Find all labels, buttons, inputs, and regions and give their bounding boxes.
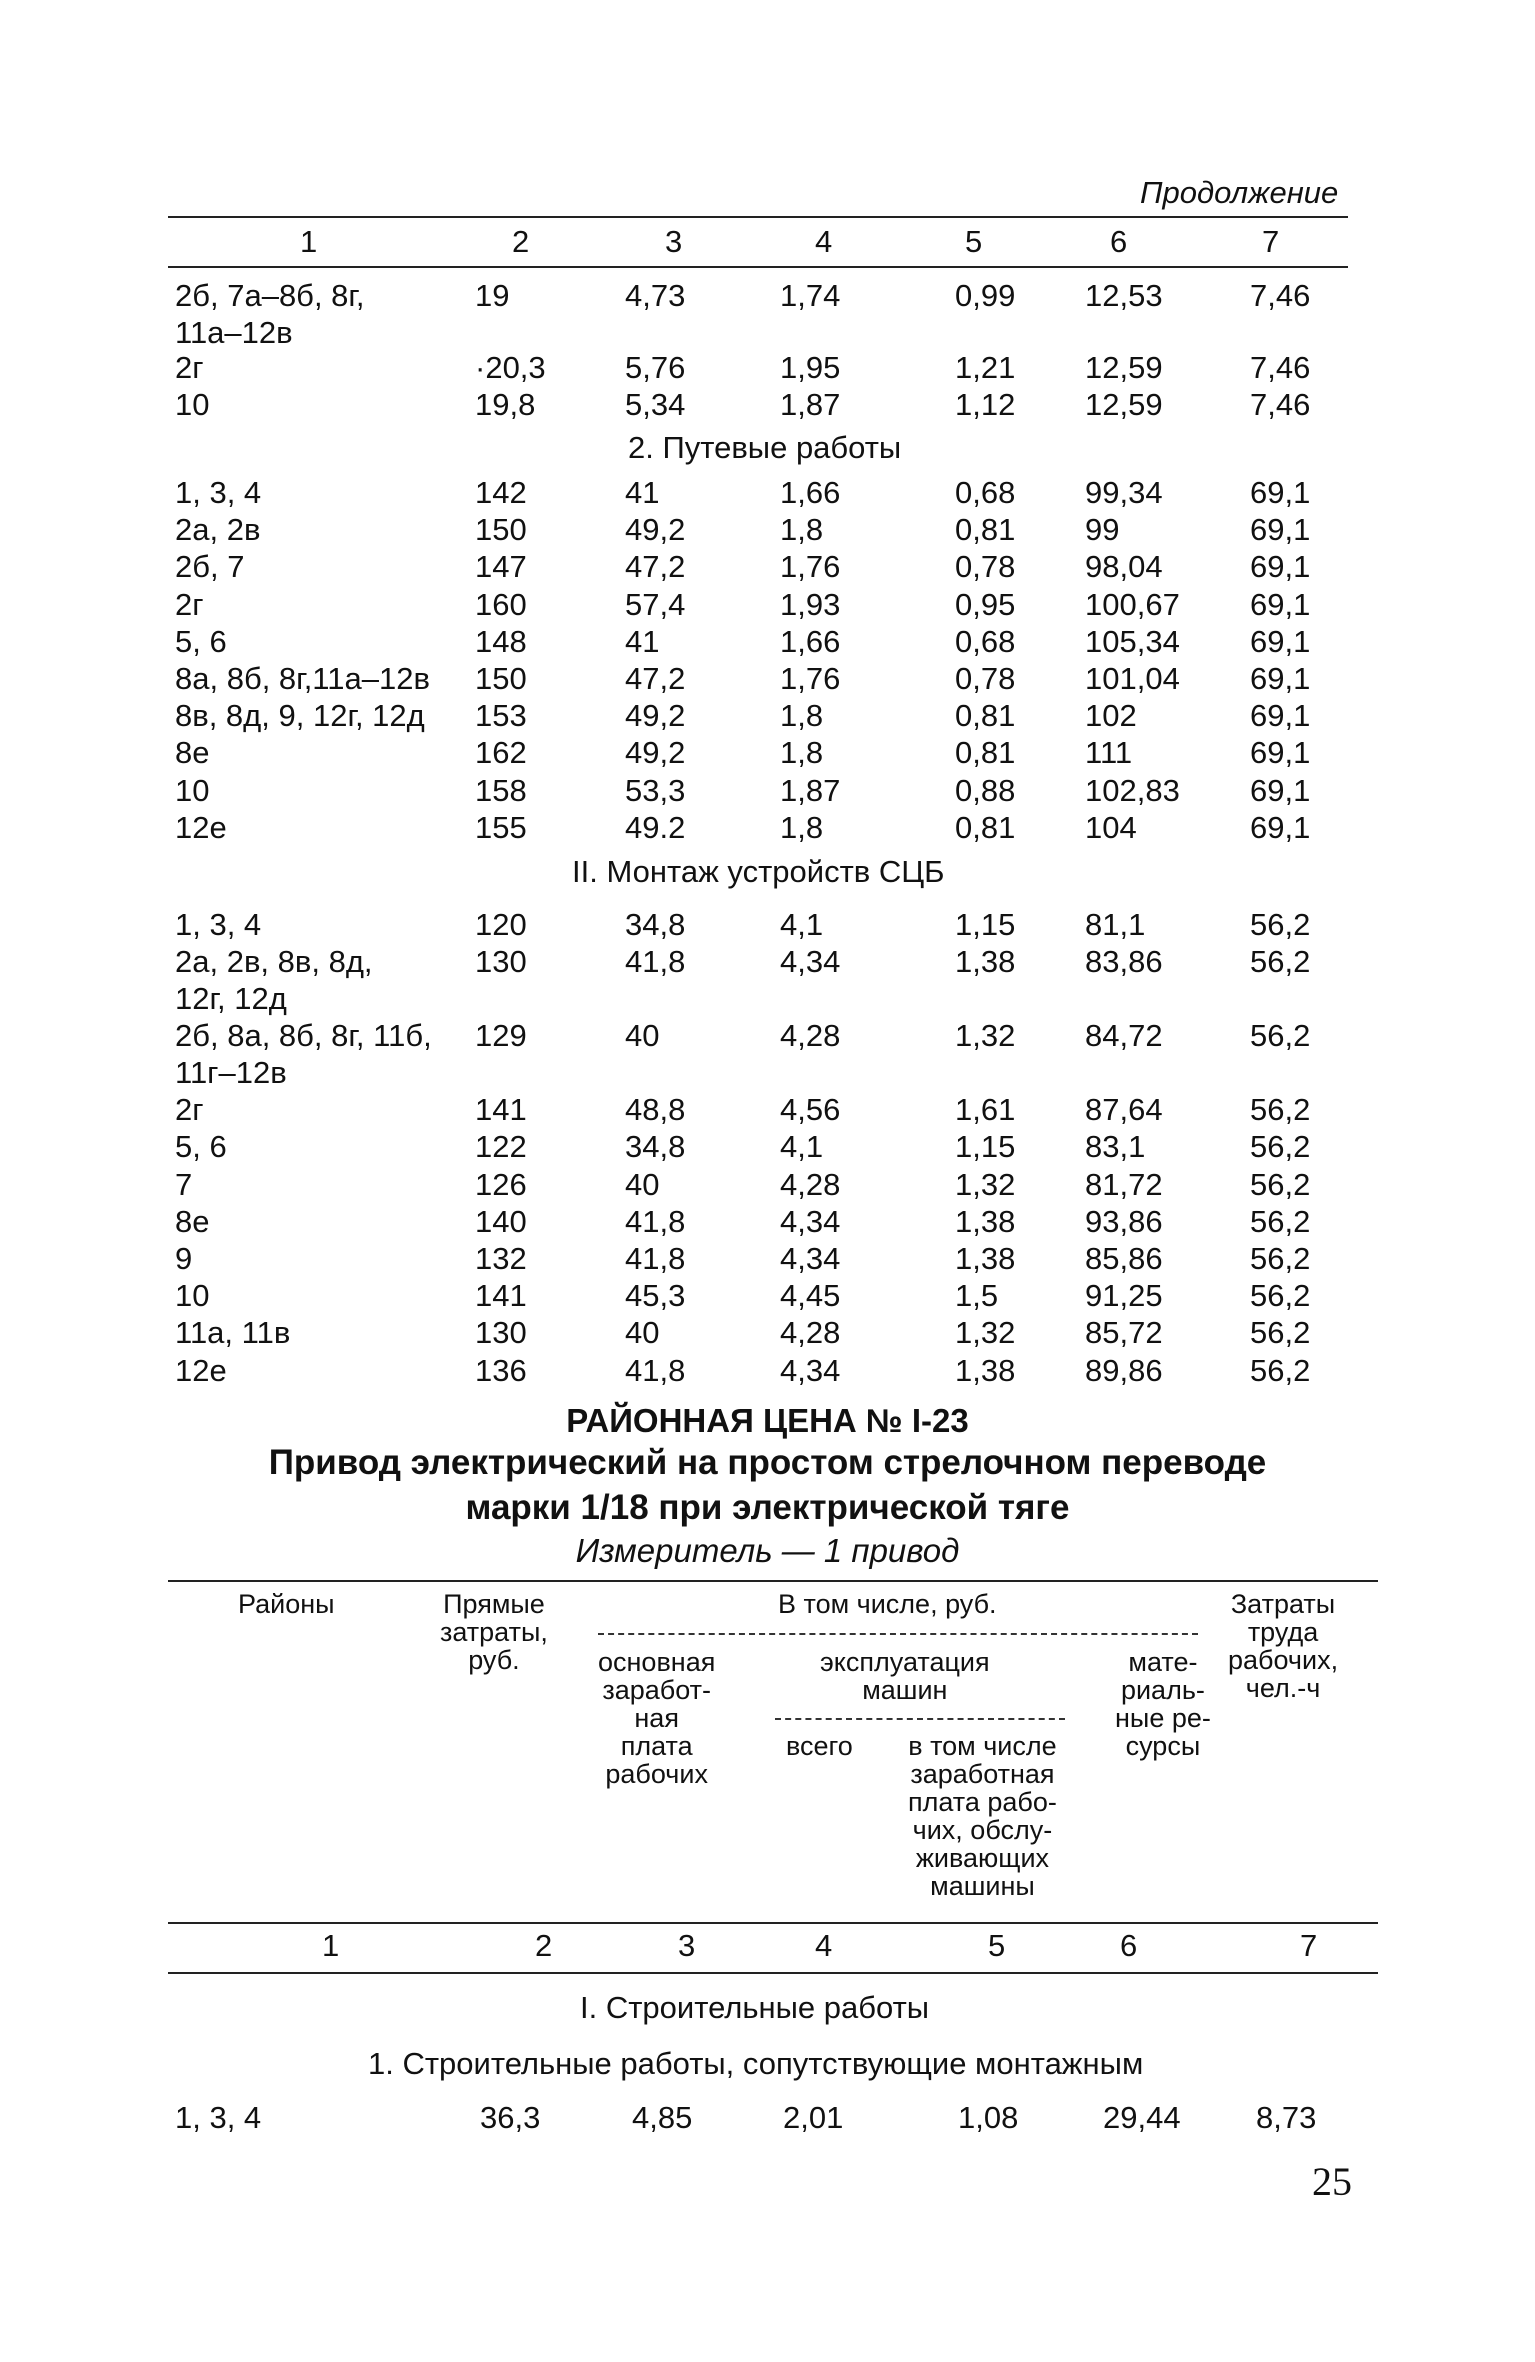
table-header-rule: [168, 266, 1348, 268]
value-cell: 136: [475, 1352, 527, 1388]
value-cell: 7,46: [1250, 387, 1311, 422]
region-cell: 11а, 11в: [175, 1315, 291, 1351]
header-line: Прямые: [443, 1589, 545, 1619]
value-cell: ·20,3: [475, 350, 546, 385]
region-cell: 11г–12в: [175, 1055, 287, 1091]
value-cell: 1,95: [780, 350, 841, 385]
value-cell: 81,72: [1085, 1166, 1163, 1202]
table-row: [0, 773, 1535, 810]
value-cell: 4,28: [780, 1315, 841, 1351]
value-cell: 1,38: [955, 1352, 1016, 1388]
header-line: плата рабо-: [908, 1787, 1057, 1817]
value-cell: 56,2: [1250, 1092, 1311, 1128]
value-cell: 105,34: [1085, 623, 1180, 659]
value-cell: 1,08: [958, 2100, 1019, 2135]
value-cell: 1,66: [780, 623, 841, 659]
table-row: [0, 661, 1535, 698]
value-cell: 122: [475, 1129, 527, 1165]
value-cell: 1,32: [955, 1315, 1016, 1351]
value-cell: 47,2: [625, 549, 686, 585]
value-cell: 85,86: [1085, 1241, 1163, 1276]
price-heading: РАЙОННАЯ ЦЕНА № I-23: [566, 1402, 969, 1439]
header-line: ные ре-: [1115, 1703, 1211, 1733]
value-cell: 4,1: [780, 907, 824, 942]
value-cell: 4,34: [780, 1203, 841, 1239]
value-cell: 1,66: [780, 475, 841, 510]
value-cell: 1,12: [955, 387, 1016, 422]
value-cell: 56,2: [1250, 944, 1311, 980]
value-cell: 81,1: [1085, 907, 1146, 942]
header-line: чих, обслу-: [912, 1815, 1053, 1845]
header-line: риаль-: [1120, 1675, 1205, 1705]
table-top-rule: [168, 216, 1348, 218]
col-number: 3: [678, 1928, 696, 1963]
region-cell: 2г: [175, 586, 204, 622]
region-cell: 8е: [175, 735, 210, 771]
region-cell: 1, 3, 4: [175, 475, 262, 510]
value-cell: 4,34: [780, 944, 841, 980]
value-cell: 8,73: [1256, 2100, 1317, 2135]
header-line: труда: [1247, 1617, 1319, 1647]
value-cell: 12,59: [1085, 387, 1163, 422]
col-number: 4: [815, 1928, 833, 1963]
table-row: [0, 512, 1535, 549]
price-title-line2: марки 1/18 при электрической тяге: [465, 1488, 1070, 1527]
value-cell: 19,8: [475, 387, 536, 422]
section-heading: II. Монтаж устройств СЦБ: [572, 854, 945, 889]
table-row: [0, 1167, 1535, 1204]
value-cell: 0,68: [955, 475, 1016, 510]
value-cell: 40: [625, 1018, 660, 1054]
value-cell: 56,2: [1250, 1278, 1311, 1314]
header-incl-wage: [908, 1732, 1057, 1900]
value-cell: 4,34: [780, 1241, 841, 1276]
table-row-continuation: [0, 315, 1535, 352]
region-cell: 10: [175, 387, 210, 422]
value-cell: 160: [475, 586, 527, 622]
value-cell: 41,8: [625, 1203, 686, 1239]
col-number: 6: [1120, 1928, 1138, 1963]
value-cell: 150: [475, 512, 527, 548]
value-cell: 1,74: [780, 278, 841, 313]
value-cell: 83,1: [1085, 1129, 1146, 1165]
value-cell: 1,38: [955, 944, 1016, 980]
value-cell: 1,76: [780, 661, 841, 696]
region-cell: 2б, 7: [175, 549, 245, 585]
value-cell: 56,2: [1250, 1166, 1311, 1202]
value-cell: 1,15: [955, 1129, 1016, 1165]
value-cell: 99: [1085, 512, 1120, 548]
value-cell: 4,56: [780, 1092, 841, 1128]
region-cell: 11а–12в: [175, 315, 293, 350]
value-cell: 111: [1085, 735, 1133, 771]
value-cell: 104: [1085, 809, 1137, 845]
table-row: [0, 1092, 1535, 1129]
header-line: рабочих,: [1228, 1645, 1339, 1675]
region-cell: 10: [175, 772, 210, 808]
col-number: 5: [965, 224, 983, 259]
value-cell: 1,76: [780, 549, 841, 585]
region-cell: 2а, 2в, 8в, 8д,: [175, 944, 373, 980]
header-line: рабочих: [605, 1759, 708, 1789]
header-line: сурсы: [1125, 1731, 1201, 1761]
header-dash-rule: [775, 1718, 1065, 1720]
header-line: в том числе: [908, 1731, 1057, 1761]
value-cell: 1,38: [955, 1241, 1016, 1276]
value-cell: 0,81: [955, 512, 1016, 548]
value-cell: 49.2: [625, 809, 686, 845]
table-row: [0, 387, 1535, 424]
value-cell: 56,2: [1250, 1315, 1311, 1351]
header-line: живающих: [915, 1843, 1050, 1873]
value-cell: 1,21: [955, 350, 1016, 385]
value-cell: 98,04: [1085, 549, 1163, 585]
value-cell: 1,8: [780, 735, 824, 771]
header-labor: [1228, 1590, 1338, 1702]
header-line: Затраты: [1230, 1589, 1336, 1619]
value-cell: 141: [475, 1278, 527, 1314]
table-row: [0, 475, 1535, 512]
price-title-line1: Привод электрический на простом стрелочном переводе: [268, 1443, 1267, 1482]
value-cell: 0,81: [955, 809, 1016, 845]
value-cell: 1,32: [955, 1166, 1016, 1202]
value-cell: 4,28: [780, 1166, 841, 1202]
value-cell: 1,87: [780, 772, 841, 808]
value-cell: 155: [475, 809, 527, 845]
col-number: 4: [815, 224, 833, 259]
col-number: 2: [512, 224, 530, 259]
table-row: [0, 1315, 1535, 1352]
value-cell: 102,83: [1085, 772, 1180, 808]
region-cell: 5, 6: [175, 1129, 227, 1165]
value-cell: 0,78: [955, 661, 1016, 696]
value-cell: 162: [475, 735, 527, 771]
region-cell: 7: [175, 1166, 193, 1202]
value-cell: 69,1: [1250, 809, 1311, 845]
value-cell: 1,8: [780, 809, 824, 845]
continuation-label: Продолжение: [1140, 175, 1339, 210]
value-cell: 49,2: [625, 735, 686, 771]
value-cell: 29,44: [1103, 2100, 1181, 2135]
value-cell: 5,34: [625, 387, 686, 422]
table-row: [0, 1129, 1535, 1166]
value-cell: 4,1: [780, 1129, 824, 1165]
value-cell: 56,2: [1250, 1203, 1311, 1239]
header-machines: [820, 1648, 990, 1704]
region-cell: 2б, 7а–8б, 8г,: [175, 278, 365, 313]
value-cell: 53,3: [625, 772, 686, 808]
table-row: [0, 587, 1535, 624]
region-cell: 5, 6: [175, 623, 227, 659]
value-cell: 4,28: [780, 1018, 841, 1054]
header-direct-costs: [440, 1590, 548, 1674]
value-cell: 7,46: [1250, 278, 1311, 313]
table-row: [0, 735, 1535, 772]
table-row: [0, 1241, 1535, 1278]
header-total: всего: [786, 1731, 853, 1761]
table-row: [0, 2100, 1535, 2137]
table-row-continuation: [0, 981, 1535, 1018]
header-line: машин: [862, 1675, 948, 1705]
value-cell: 91,25: [1085, 1278, 1163, 1314]
header-materials: [1115, 1648, 1211, 1760]
region-cell: 2а, 2в: [175, 512, 261, 548]
value-cell: 2,01: [783, 2100, 844, 2135]
table-row: [0, 278, 1535, 315]
value-cell: 36,3: [480, 2100, 541, 2135]
value-cell: 158: [475, 772, 527, 808]
value-cell: 56,2: [1250, 1018, 1311, 1054]
value-cell: 0,99: [955, 278, 1016, 313]
value-cell: 130: [475, 944, 527, 980]
region-cell: 2г: [175, 1092, 204, 1128]
value-cell: 41: [625, 623, 660, 659]
header-regions: Районы: [238, 1589, 335, 1619]
page-number: 25: [1312, 2159, 1352, 2204]
measure-unit: Измеритель — 1 привод: [575, 1532, 960, 1569]
header-dash-rule: [598, 1633, 1198, 1635]
value-cell: 69,1: [1250, 661, 1311, 696]
region-cell: 1, 3, 4: [175, 2100, 262, 2135]
value-cell: 56,2: [1250, 1352, 1311, 1388]
value-cell: 57,4: [625, 586, 686, 622]
value-cell: 1,15: [955, 907, 1016, 942]
value-cell: 4,73: [625, 278, 686, 313]
region-cell: 10: [175, 1278, 210, 1314]
table-row: [0, 907, 1535, 944]
value-cell: 102: [1085, 698, 1137, 734]
value-cell: 1,38: [955, 1203, 1016, 1239]
value-cell: 4,45: [780, 1278, 841, 1314]
value-cell: 49,2: [625, 512, 686, 548]
value-cell: 1,5: [955, 1278, 999, 1314]
value-cell: 150: [475, 661, 527, 696]
value-cell: 142: [475, 475, 527, 510]
value-cell: 41: [625, 475, 660, 510]
value-cell: 34,8: [625, 907, 686, 942]
value-cell: 148: [475, 623, 527, 659]
header-line: эксплуатация: [820, 1647, 990, 1677]
value-cell: 69,1: [1250, 735, 1311, 771]
value-cell: 56,2: [1250, 1241, 1311, 1276]
header-line: мате-: [1128, 1647, 1198, 1677]
header-line: затраты,: [440, 1617, 548, 1647]
header-line: заработная: [910, 1759, 1055, 1789]
header-wage: [598, 1648, 715, 1788]
region-cell: 12е: [175, 809, 227, 845]
value-cell: 83,86: [1085, 944, 1163, 980]
value-cell: 126: [475, 1166, 527, 1202]
table-row: [0, 1204, 1535, 1241]
col-number: 3: [665, 224, 683, 259]
col-number: 5: [988, 1928, 1006, 1963]
col-number: 7: [1300, 1928, 1318, 1963]
value-cell: 4,34: [780, 1352, 841, 1388]
region-cell: 9: [175, 1241, 193, 1276]
col-number: 6: [1110, 224, 1128, 259]
value-cell: 41,8: [625, 1241, 686, 1276]
subsection-heading: 1. Строительные работы, сопутствующие монтажным: [368, 2046, 1144, 2081]
value-cell: 12,59: [1085, 350, 1163, 385]
value-cell: 120: [475, 907, 527, 942]
section-heading: 2. Путевые работы: [628, 430, 902, 465]
table-row-continuation: [0, 1055, 1535, 1092]
table-row: [0, 1018, 1535, 1055]
value-cell: 153: [475, 698, 527, 734]
value-cell: 56,2: [1250, 907, 1311, 942]
value-cell: 69,1: [1250, 549, 1311, 585]
value-cell: 45,3: [625, 1278, 686, 1314]
region-cell: 1, 3, 4: [175, 907, 262, 942]
table-row: [0, 549, 1535, 586]
bottom-table-top-rule: [168, 1580, 1378, 1582]
value-cell: 130: [475, 1315, 527, 1351]
table-row: [0, 1353, 1535, 1390]
value-cell: 0,68: [955, 623, 1016, 659]
value-cell: 132: [475, 1241, 527, 1276]
col-number: 2: [535, 1928, 553, 1963]
value-cell: 0,81: [955, 735, 1016, 771]
value-cell: 4,85: [632, 2100, 693, 2135]
value-cell: 48,8: [625, 1092, 686, 1128]
value-cell: 56,2: [1250, 1129, 1311, 1165]
value-cell: 47,2: [625, 661, 686, 696]
value-cell: 141: [475, 1092, 527, 1128]
value-cell: 69,1: [1250, 475, 1311, 510]
col-number: 1: [322, 1928, 340, 1963]
value-cell: 0,88: [955, 772, 1016, 808]
value-cell: 1,87: [780, 387, 841, 422]
value-cell: 49,2: [625, 698, 686, 734]
value-cell: 0,78: [955, 549, 1016, 585]
bottom-header-rule: [168, 1922, 1378, 1924]
value-cell: 5,76: [625, 350, 686, 385]
value-cell: 69,1: [1250, 698, 1311, 734]
header-including: В том числе, руб.: [778, 1589, 997, 1619]
value-cell: 99,34: [1085, 475, 1163, 510]
value-cell: 69,1: [1250, 512, 1311, 548]
value-cell: 69,1: [1250, 772, 1311, 808]
header-line: ная: [634, 1703, 679, 1733]
value-cell: 87,64: [1085, 1092, 1163, 1128]
value-cell: 1,61: [955, 1092, 1016, 1128]
value-cell: 19: [475, 278, 510, 313]
value-cell: 1,93: [780, 586, 841, 622]
section-heading: I. Строительные работы: [580, 1990, 930, 2025]
value-cell: 100,67: [1085, 586, 1180, 622]
value-cell: 41,8: [625, 944, 686, 980]
table-row: [0, 698, 1535, 735]
value-cell: 0,95: [955, 586, 1016, 622]
value-cell: 84,72: [1085, 1018, 1163, 1054]
value-cell: 1,8: [780, 512, 824, 548]
table-row: [0, 624, 1535, 661]
region-cell: 8в, 8д, 9, 12г, 12д: [175, 698, 425, 734]
table-row: [0, 944, 1535, 981]
region-cell: 8а, 8б, 8г,11а–12в: [175, 661, 430, 696]
value-cell: 40: [625, 1315, 660, 1351]
header-line: плата: [620, 1731, 693, 1761]
value-cell: 69,1: [1250, 623, 1311, 659]
value-cell: 12,53: [1085, 278, 1163, 313]
value-cell: 41,8: [625, 1352, 686, 1388]
value-cell: 129: [475, 1018, 527, 1054]
value-cell: 147: [475, 549, 527, 585]
table-row: [0, 1278, 1535, 1315]
bottom-numbers-rule: [168, 1972, 1378, 1974]
value-cell: 7,46: [1250, 350, 1311, 385]
col-number: 1: [300, 224, 318, 259]
value-cell: 0,81: [955, 698, 1016, 734]
value-cell: 69,1: [1250, 586, 1311, 622]
header-line: заработ-: [602, 1675, 712, 1705]
value-cell: 1,8: [780, 698, 824, 734]
header-line: чел.-ч: [1245, 1673, 1321, 1703]
region-cell: 12е: [175, 1352, 227, 1388]
region-cell: 2г: [175, 350, 204, 385]
table-row: [0, 350, 1535, 387]
header-line: руб.: [468, 1645, 520, 1675]
region-cell: 8е: [175, 1203, 210, 1239]
value-cell: 101,04: [1085, 661, 1180, 696]
col-number: 7: [1262, 224, 1280, 259]
value-cell: 89,86: [1085, 1352, 1163, 1388]
value-cell: 93,86: [1085, 1203, 1163, 1239]
value-cell: 85,72: [1085, 1315, 1163, 1351]
value-cell: 34,8: [625, 1129, 686, 1165]
value-cell: 40: [625, 1166, 660, 1202]
table-row: [0, 810, 1535, 847]
value-cell: 1,32: [955, 1018, 1016, 1054]
header-line: основная: [598, 1647, 716, 1677]
value-cell: 140: [475, 1203, 527, 1239]
header-line: машины: [930, 1871, 1035, 1901]
region-cell: 12г, 12д: [175, 981, 287, 1017]
region-cell: 2б, 8а, 8б, 8г, 11б,: [175, 1018, 432, 1054]
